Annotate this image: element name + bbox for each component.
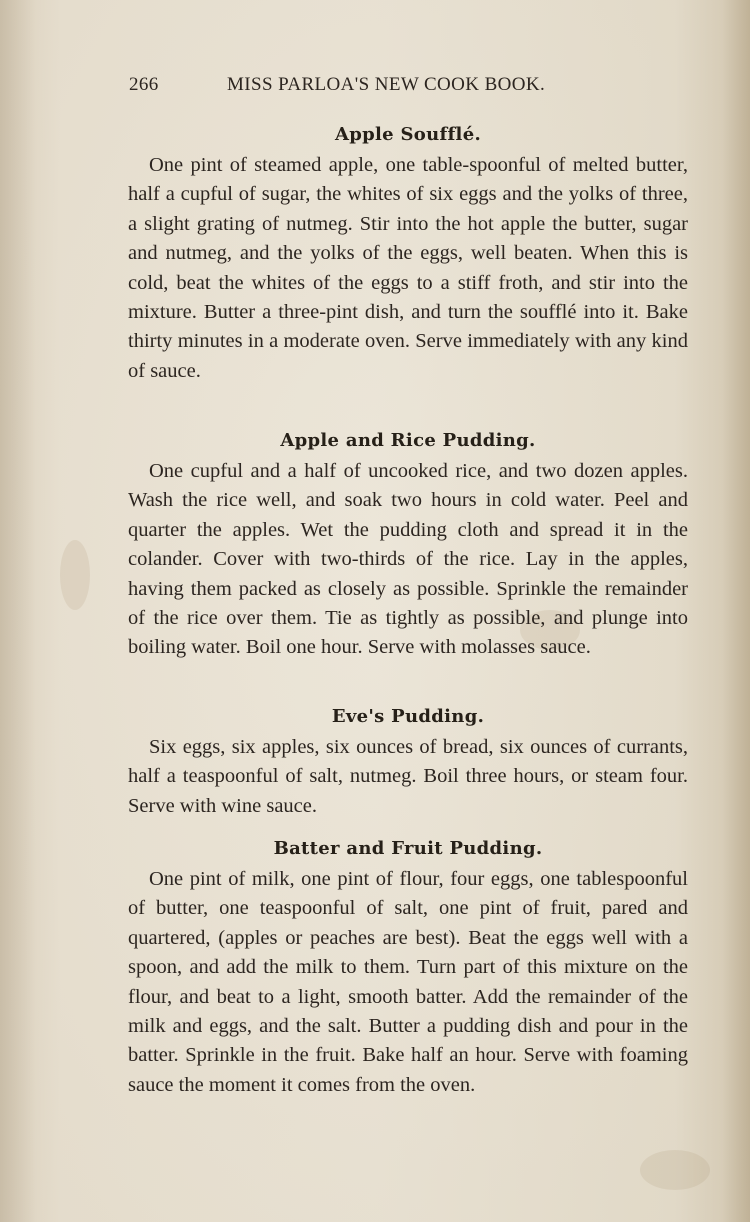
recipe-apple-souffle [128,124,688,386]
recipe-body: One cupful and a half of uncooked rice, and two dozen apples. Wash the rice well, and soak two hours in cold water. Peel and quarter the apples. Wet the pudding cloth and spread it in the colander. Cover with two-thirds of the rice. Lay in the apples, having them packed as closely as possible. Sprinkle the remainder of the rice over them. Tie as tightly as possible, and plunge into boiling water. Boil one hour. Serve with molasses sauce. [128,460,688,659]
page-edge-shadow [722,0,750,1222]
recipe-body: One pint of steamed apple, one table-spoonful of melted butter, half a cupful of sugar, the whites of six eggs and the yolks of three, a slight grating of nutmeg. Stir into the hot apple the butter, sugar and nutmeg, and the yolks of the eggs, well beaten. When this is cold, beat the whites of the eggs to a stiff froth, and stir into the mixture. Butter a three-pint dish, and turn the soufflé into it. Bake thirty minutes in a moderate oven. Serve immediately with any kind of sauce. [128,154,688,382]
running-head [129,74,599,100]
recipe-title: Apple Soufflé. [334,124,482,145]
recipe-title: Batter and Fruit Pudding. [273,838,543,859]
recipe-body: One pint of milk, one pint of flour, four eggs, one tablespoonful of butter, one teaspoonful of salt, one pint of fruit, pared and quartered, (apples or peaches are best). Beat the eggs well with a spoon, and add the milk to them. Turn part of this mixture on the flour, and beat to a light, smooth batter. Add the remainder of the milk and eggs, and the salt. Butter a pudding dish and pour in the batter. Sprinkle in the fruit. Bake half an hour. Serve with foaming sauce the moment it comes from the oven. [128,868,688,1096]
recipe-batter-fruit-pudding [128,838,688,1100]
paper-stain [640,1150,710,1190]
book-title: MISS PARLOA'S NEW COOK BOOK. [227,74,546,95]
recipe-title: Apple and Rice Pudding. [280,430,536,451]
page-number: 266 [129,74,159,95]
spine-shadow [0,0,36,1222]
recipe-apple-rice-pudding [128,430,688,663]
recipe-body: Six eggs, six apples, six ounces of bread, six ounces of currants, half a teaspoonful of salt, nutmeg. Boil three hours, or steam four. Serve with wine sauce. [128,736,688,817]
paper-stain [60,540,90,610]
recipe-title: Eve's Pudding. [331,706,485,727]
recipe-eves-pudding [128,706,688,821]
